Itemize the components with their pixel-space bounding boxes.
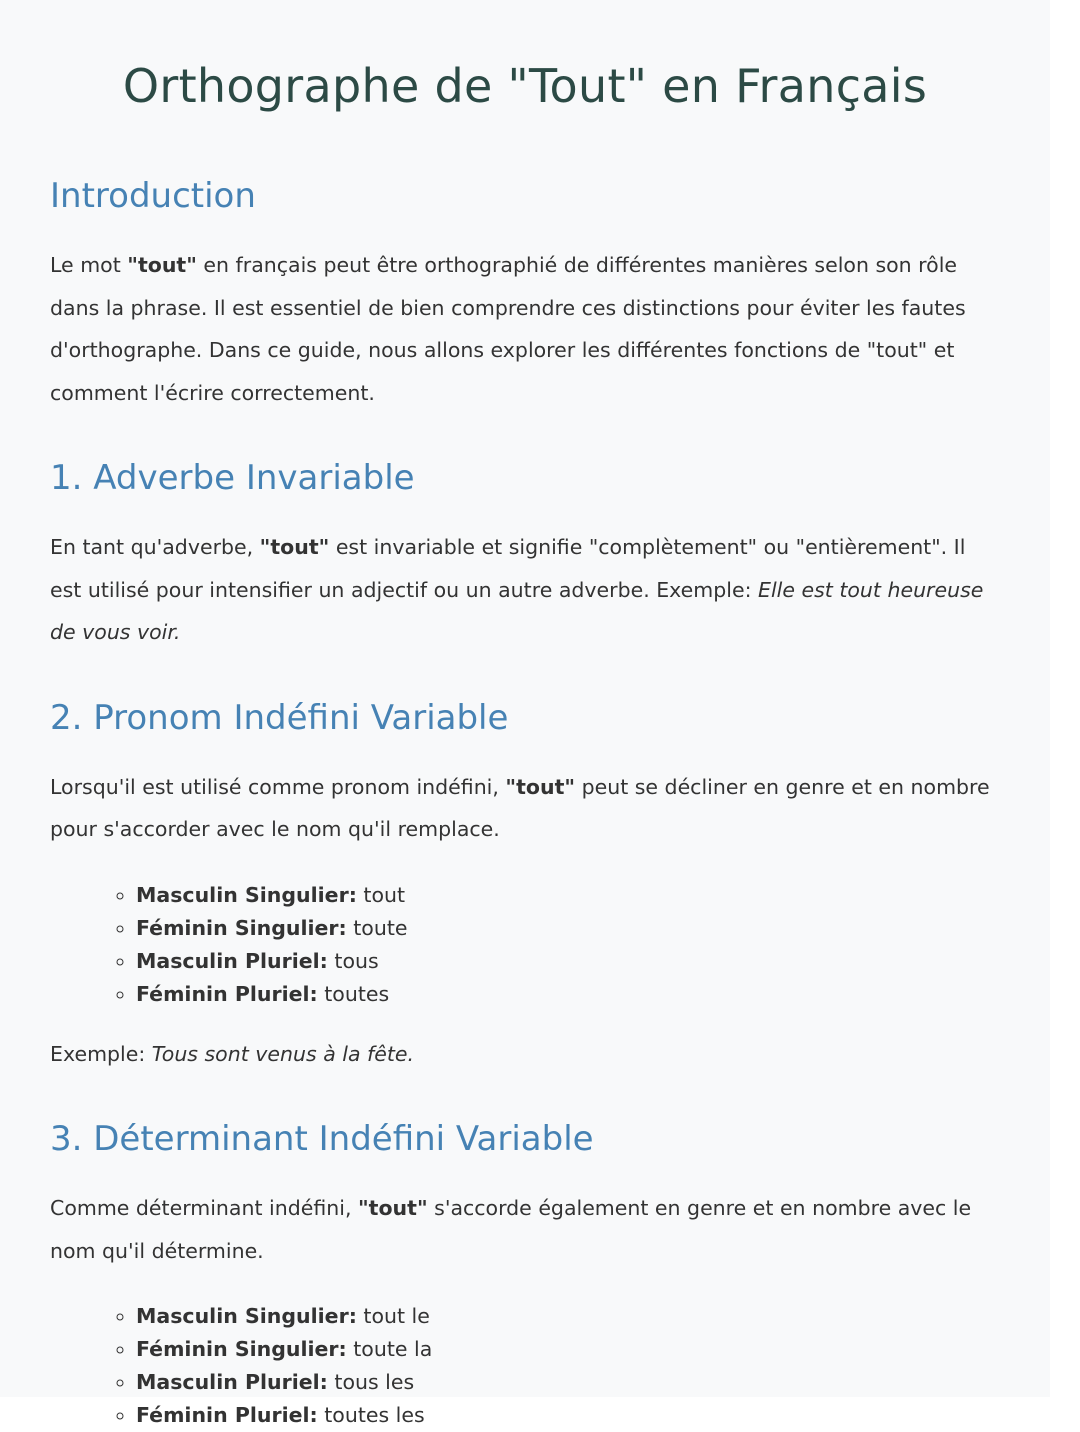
example-text: Tous sont venus à la fête. (151, 1041, 415, 1066)
item-value: tout le (356, 1304, 430, 1328)
text: est invariable et signifie "complètement" ou "entièrement". Il est utilisé pour intensifier un adjectif ou un autre adverbe. Exemple: (50, 535, 966, 602)
list-item (136, 978, 1000, 1011)
item-value: toutes (317, 981, 390, 1006)
list-item (136, 1399, 1000, 1432)
paragraph (50, 244, 1000, 414)
list-item (136, 1333, 1000, 1366)
text: en français peut être orthographié de différentes manières selon son rôle dans la phrase. Il est essentiel de bien comprendre ces distinctions pour éviter les fautes d'orthographe. Dans ce guide, nous allons explorer les différentes fonctions de "tout" et comment l'écrire correctement. (50, 253, 966, 405)
forms-list (50, 879, 1000, 1011)
text: En tant qu'adverbe, (50, 535, 260, 559)
item-value: toute la (346, 1337, 433, 1361)
page-title: Orthographe de "Tout" en Français (122, 59, 928, 113)
section-heading: 1. Adverbe Invariable (50, 458, 415, 498)
item-value: tout (356, 882, 406, 907)
text: peut se décliner en genre et en nombre pour s'accorder avec le nom qu'il remplace. (50, 774, 990, 841)
text: Comme déterminant indéfini, (50, 1196, 358, 1220)
item-label: Féminin Singulier: (136, 1337, 347, 1361)
item-label: Féminin Pluriel: (136, 1403, 318, 1427)
section-heading: Introduction (50, 176, 256, 216)
paragraph (50, 1187, 1000, 1272)
text: s'accorde également en genre et en nombre avec le nom qu'il détermine. (50, 1196, 972, 1263)
text: Lorsqu'il est utilisé comme pronom indéfini, (50, 774, 506, 799)
bold-term: "tout" (127, 253, 197, 277)
section-determinant (50, 1115, 1000, 1432)
list-item (136, 879, 1000, 912)
bold-term: "tout" (259, 535, 330, 559)
section-heading: 2. Pronom Indéfini Variable (50, 697, 509, 738)
example-text: Elle est tout heureuse de vous voir. (50, 577, 984, 644)
list-item (136, 912, 1000, 945)
bold-term: "tout" (357, 1196, 428, 1220)
item-label: Masculin Pluriel: (136, 948, 328, 973)
item-label: Masculin Singulier: (136, 882, 357, 907)
text: Exemple: (50, 1041, 152, 1066)
list-item (136, 1300, 1000, 1333)
section-heading: 3. Déterminant Indéfini Variable (50, 1119, 594, 1159)
forms-list (50, 1300, 1000, 1432)
item-value: toute (346, 915, 408, 940)
section-pronom (50, 694, 1000, 1076)
item-value: tous les (327, 1370, 415, 1394)
bold-term: "tout" (505, 774, 576, 799)
item-value: toutes les (317, 1403, 425, 1427)
section-introduction (50, 172, 1000, 414)
paragraph (50, 766, 1000, 851)
item-label: Masculin Singulier: (136, 1304, 357, 1328)
list-item (136, 1366, 1000, 1399)
list-item (136, 945, 1000, 978)
paragraph (50, 526, 1000, 654)
item-label: Féminin Pluriel: (136, 981, 318, 1006)
item-value: tous (327, 948, 379, 973)
paragraph (50, 1033, 1000, 1076)
item-label: Féminin Singulier: (136, 915, 347, 940)
item-label: Masculin Pluriel: (136, 1370, 328, 1394)
section-adverbe (50, 454, 1000, 654)
text: Le mot (50, 253, 128, 277)
